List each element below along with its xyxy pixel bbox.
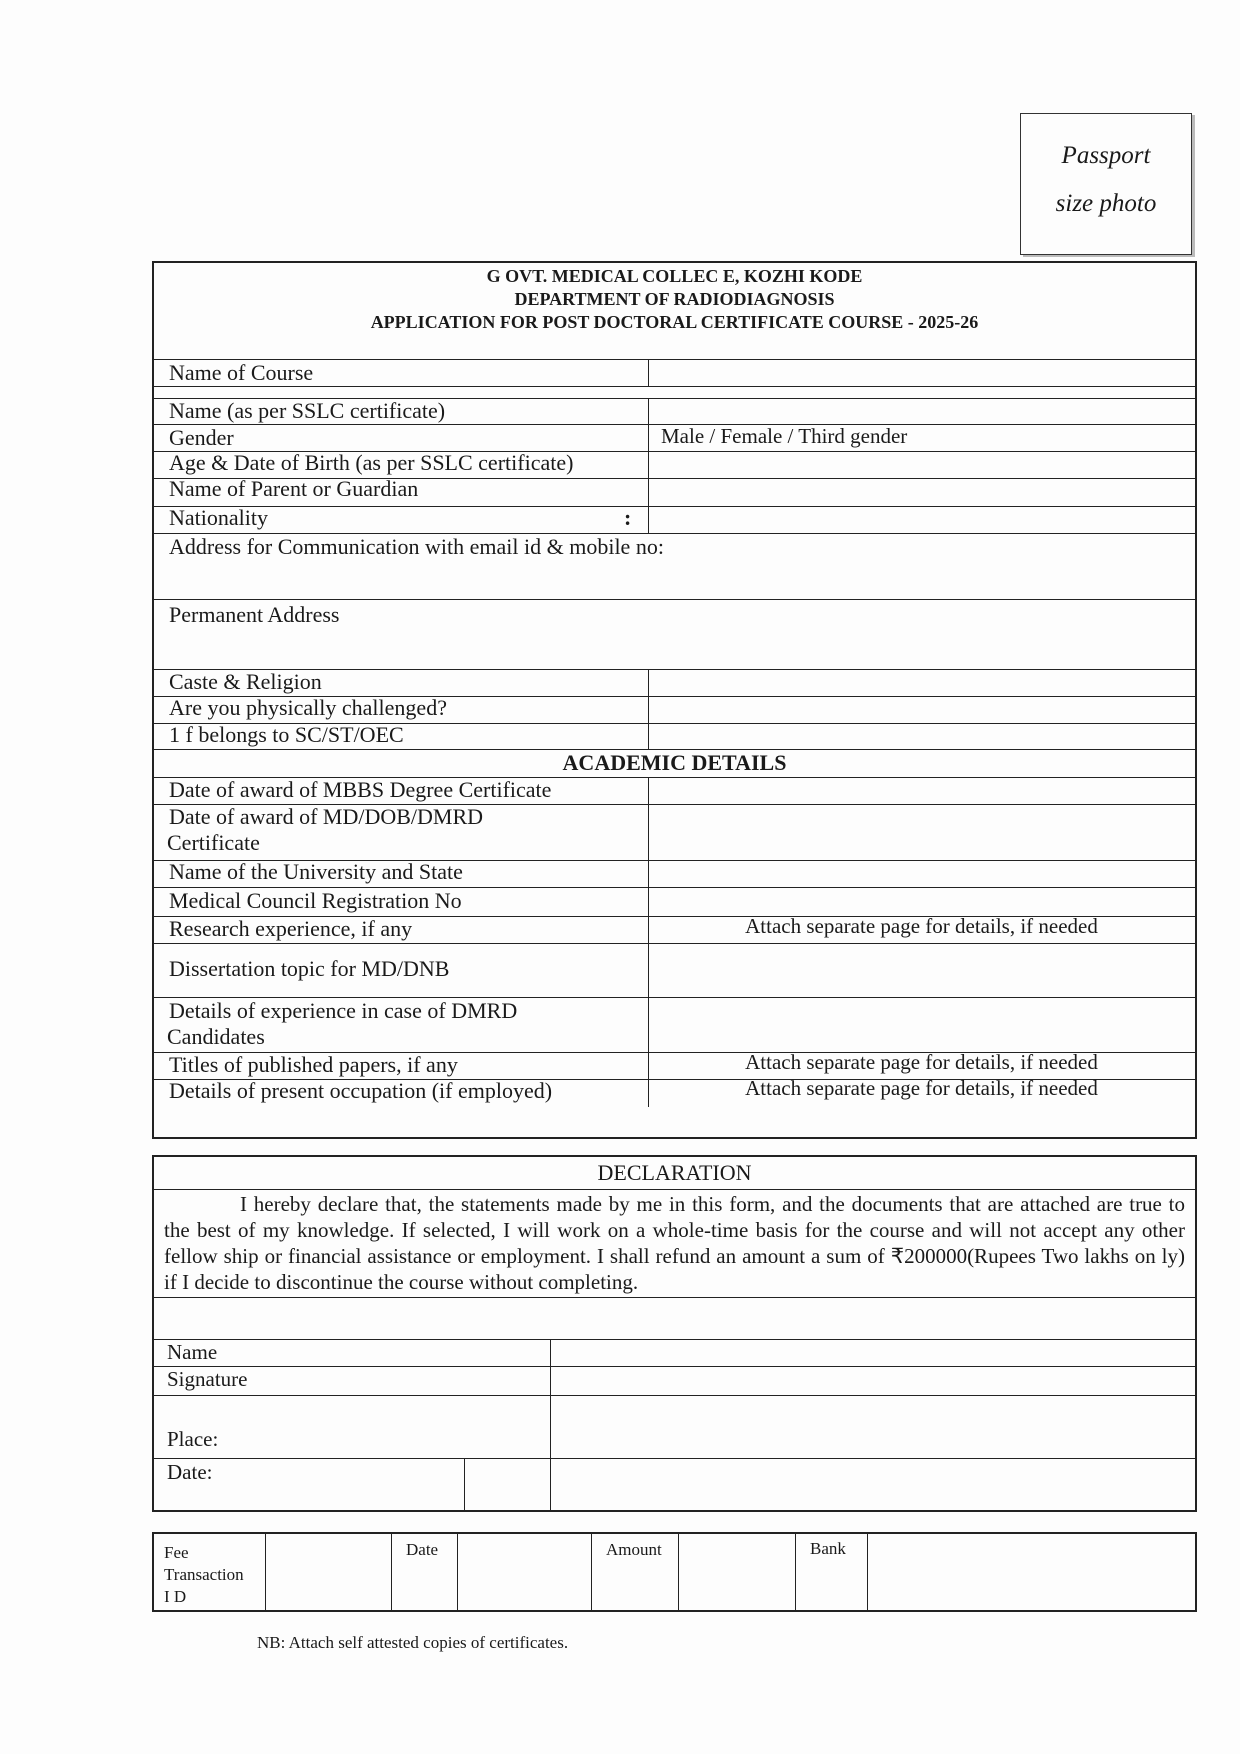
fee-bank-label: Bank: [810, 1539, 846, 1558]
decl-row-name: [154, 1339, 1195, 1366]
field-label: Name (as per SSLC certificate): [169, 398, 446, 423]
field-row-university: [154, 860, 1195, 887]
field-label: Nationality: [169, 505, 268, 530]
fee-transaction-id-input[interactable]: [265, 1534, 392, 1610]
field-row-md-date: [154, 804, 1195, 860]
occupation-note: Attach separate page for details, if needed: [745, 1076, 1098, 1100]
field-label: Are you physically challenged?: [169, 695, 447, 720]
declaration-paragraph: I hereby declare that, the statements made by me in this form, and the documents that are attached are true to the best of my knowledge. If selected, I will work on a whole-time basis for the course and will not accept any other fellow ship or financial assistance or employment. I shall refund an amount a sum of ₹200000(Rupees Two lakhs on ly) if I decide to discontinue the course without completing.: [164, 1192, 1185, 1294]
fee-amount-label: Amount: [606, 1540, 662, 1559]
field-label: 1 f belongs to SC/ST/OEC: [169, 722, 404, 747]
field-row-registration: [154, 887, 1195, 916]
field-row-comm-address[interactable]: [154, 533, 1195, 599]
field-label: Name: [167, 1340, 218, 1364]
field-label: Name of Course: [169, 360, 314, 385]
field-row-guardian: [154, 478, 1195, 506]
fee-amount-label-cell: [591, 1534, 679, 1610]
fee-date-label: Date: [406, 1540, 439, 1559]
footer-note: NB: Attach self attested copies of certificates.: [257, 1633, 569, 1652]
declaration-blank-row: [154, 1297, 1195, 1339]
field-label: Caste & Religion: [169, 669, 322, 694]
field-row-caste: [154, 669, 1195, 696]
field-row-research: [154, 916, 1195, 943]
field-label: Gender: [169, 425, 234, 450]
field-label: Name of the University and State: [169, 859, 463, 884]
papers-note: Attach separate page for details, if needed: [745, 1050, 1098, 1074]
declaration-title: DECLARATION: [154, 1157, 1195, 1190]
field-label: Dissertation topic for MD/DNB: [169, 956, 450, 981]
field-row-physically-challenged: [154, 696, 1195, 723]
field-row-dissertation: [154, 943, 1195, 997]
passport-photo-box[interactable]: [1020, 113, 1192, 255]
application-form-table: [152, 261, 1197, 1139]
field-label: Date:: [167, 1460, 213, 1484]
decl-row-signature: [154, 1366, 1195, 1395]
fee-transaction-id-label: Fee Transaction I D: [164, 1543, 244, 1606]
fee-bank-input[interactable]: [867, 1534, 1195, 1610]
field-row-permanent-address[interactable]: [154, 599, 1195, 669]
field-label: Permanent Address: [169, 602, 340, 627]
form-title: APPLICATION FOR POST DOCTORAL CERTIFICATE COURSE - 2025-26: [370, 312, 979, 332]
field-label: Medical Council Registration No: [169, 888, 462, 913]
field-row-nationality: [154, 506, 1195, 533]
fee-details-table: [152, 1532, 1197, 1612]
field-row-mbbs-date: [154, 777, 1195, 804]
form-header: [154, 263, 1195, 361]
field-label: Titles of published papers, if any: [169, 1052, 458, 1077]
department-name: DEPARTMENT OF RADIODIAGNOSIS: [514, 289, 835, 309]
field-row-category: [154, 723, 1195, 749]
field-row-name: [154, 398, 1195, 424]
gender-options[interactable]: Male / Female / Third gender: [661, 424, 908, 448]
declaration-text: [164, 1191, 1185, 1295]
spacer-row: [154, 386, 1195, 398]
field-row-course: [154, 359, 1195, 386]
field-label: Research experience, if any: [169, 916, 413, 941]
photo-box-label-line2: size photo: [1055, 190, 1157, 217]
field-label: Date of award of MD/DOB/DMRD: [169, 804, 484, 829]
field-row-dmrd-experience: [154, 997, 1195, 1052]
field-label-line2: Candidates: [167, 1024, 265, 1049]
field-label: Details of present occupation (if employed): [169, 1078, 553, 1103]
research-note: Attach separate page for details, if needed: [745, 914, 1098, 938]
colon: :: [624, 505, 632, 530]
field-label-line2: Certificate: [167, 830, 260, 855]
academic-details-heading: ACADEMIC DETAILS: [154, 749, 1195, 777]
field-row-occupation: [154, 1076, 1195, 1139]
field-row-dob: [154, 451, 1195, 478]
institution-name: G OVT. MEDICAL COLLEC E, KOZHI KODE: [486, 266, 863, 286]
field-label: Name of Parent or Guardian: [169, 476, 419, 501]
fee-amount-input[interactable]: [678, 1534, 796, 1610]
fee-bank-label-cell: [795, 1534, 868, 1610]
field-label: Date of award of MBBS Degree Certificate: [169, 777, 552, 802]
declaration-section: [152, 1155, 1197, 1512]
field-label: Details of experience in case of DMRD: [169, 998, 518, 1023]
field-label: Address for Communication with email id & mobile no:: [169, 534, 664, 559]
fee-date-input[interactable]: [457, 1534, 592, 1610]
field-label: Place:: [167, 1427, 219, 1451]
field-row-gender: [154, 424, 1195, 451]
decl-row-date: [154, 1458, 1195, 1512]
decl-row-place: [154, 1395, 1195, 1458]
field-label: Signature: [167, 1367, 248, 1391]
photo-box-label-line1: Passport: [1061, 142, 1151, 169]
field-label: Age & Date of Birth (as per SSLC certificate): [169, 450, 574, 475]
fee-date-label-cell: [391, 1534, 458, 1610]
